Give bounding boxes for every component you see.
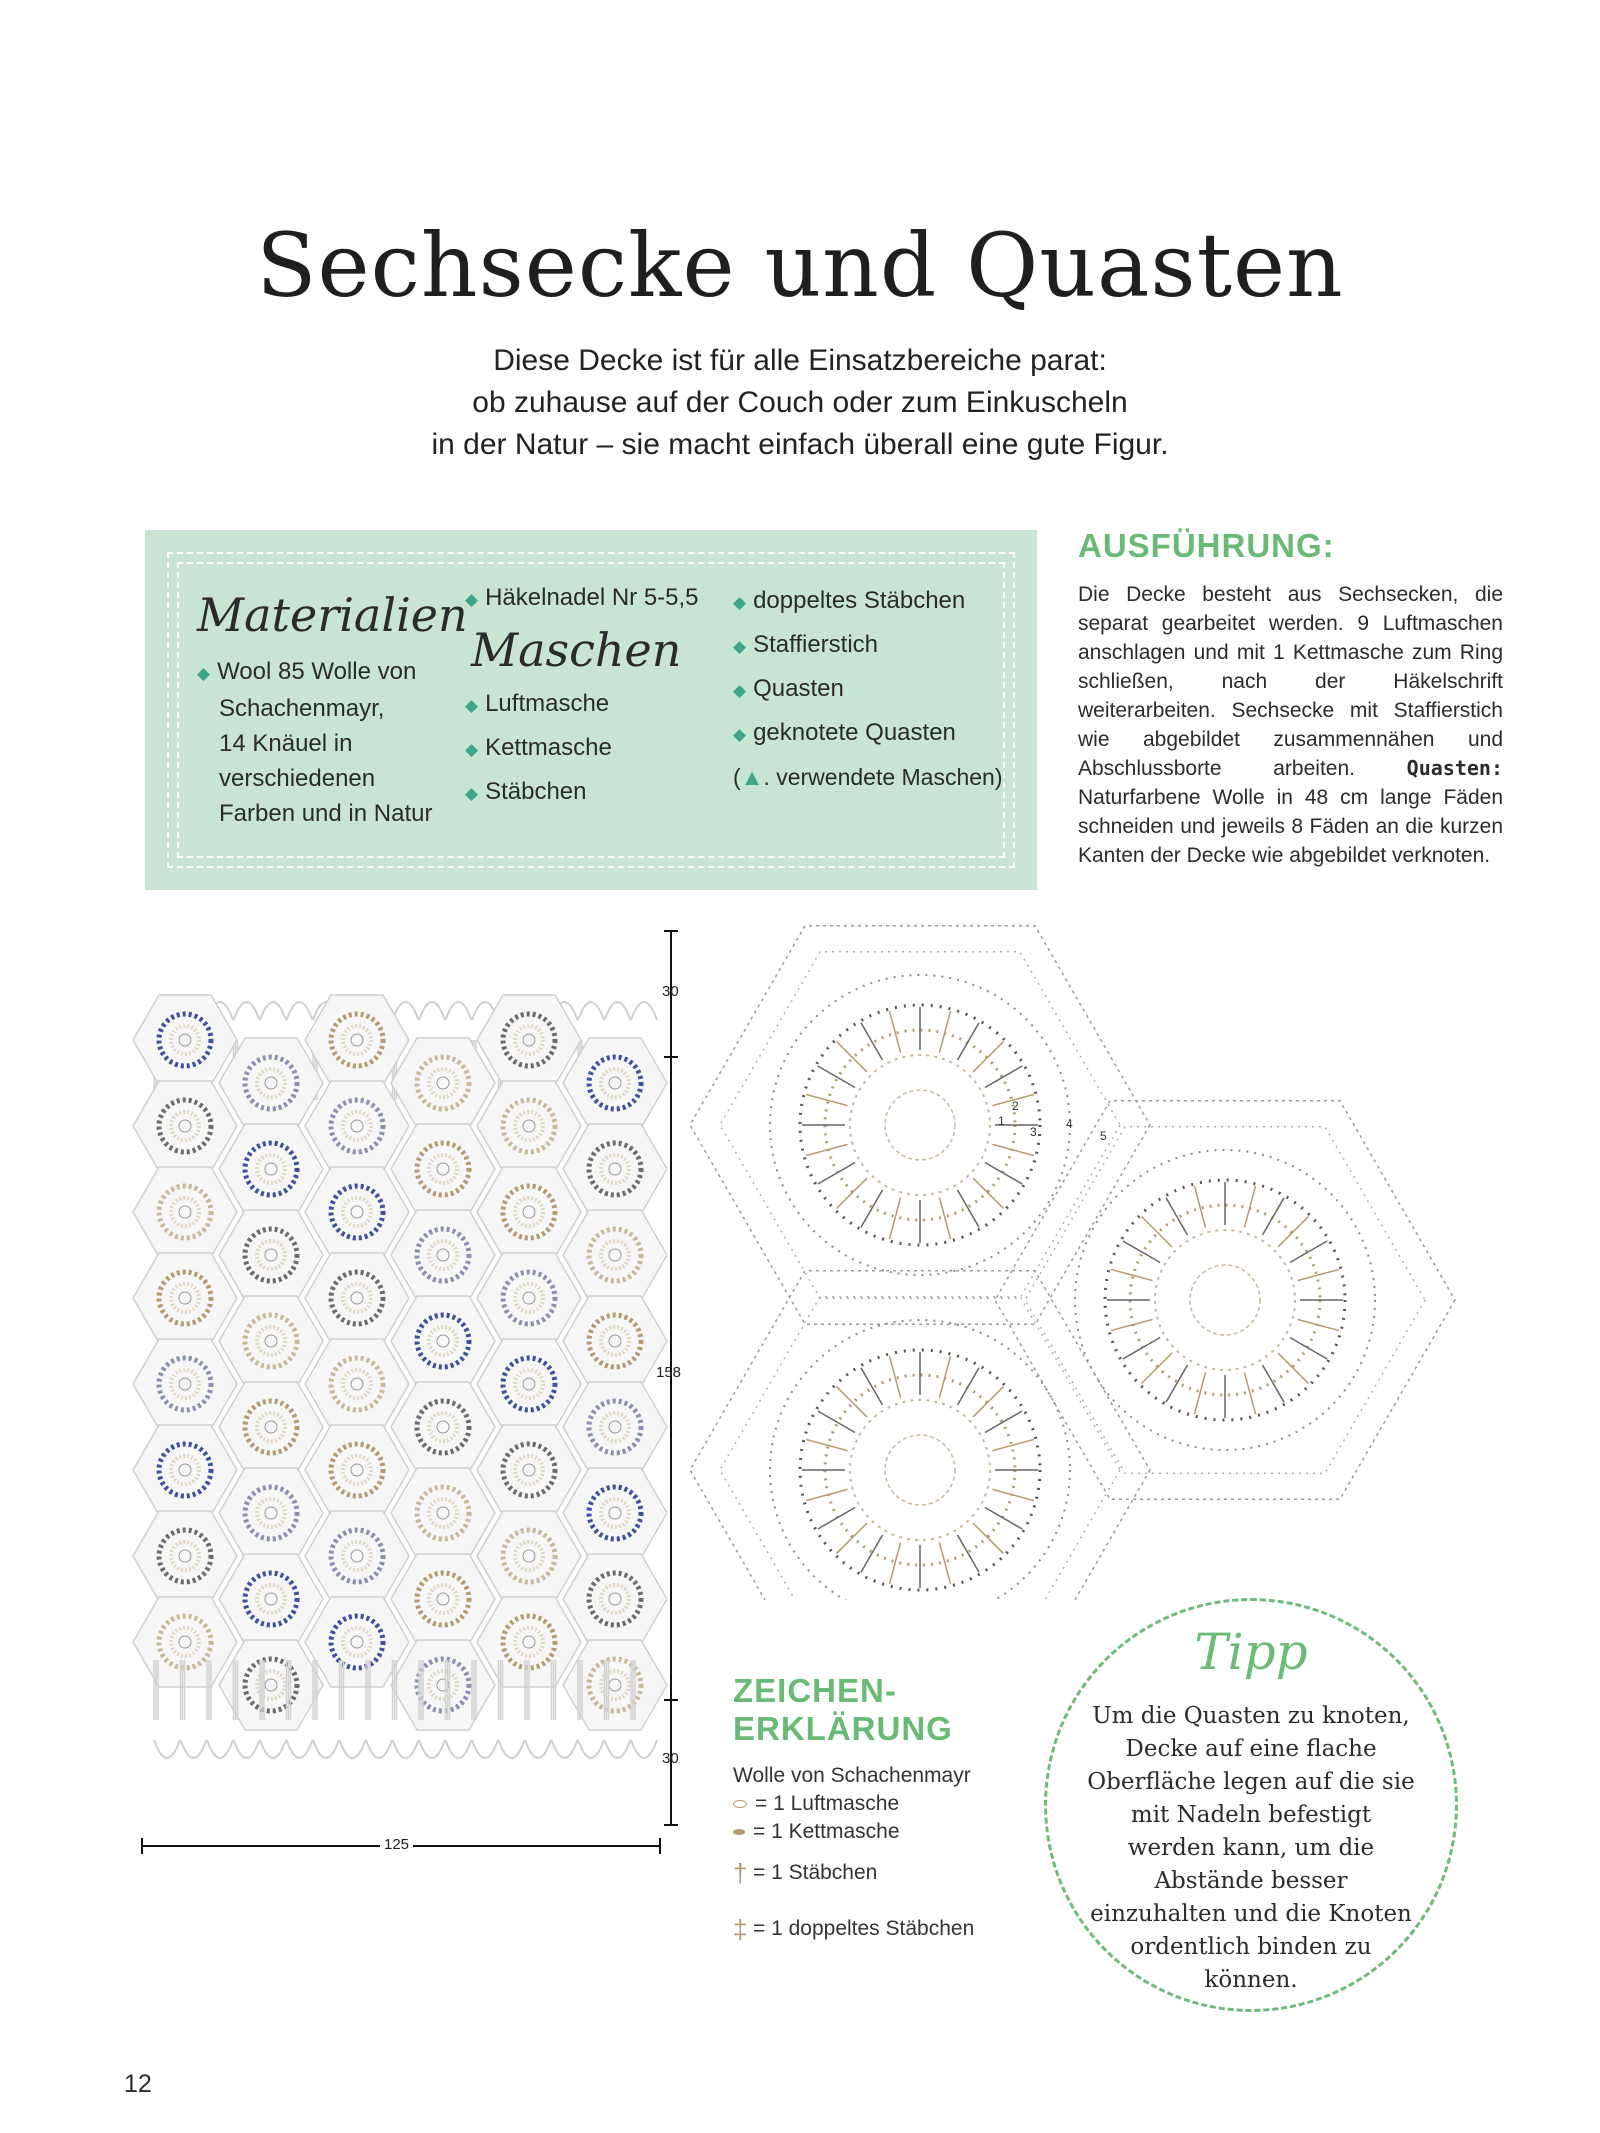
- legend-item: [733, 1914, 974, 1945]
- materials-heading: Materialien: [197, 588, 468, 642]
- stitch-item: [733, 624, 1023, 668]
- hexagon-motif: [305, 1511, 409, 1601]
- hexagon-motif: [477, 1339, 581, 1429]
- stitches-column-2: [733, 580, 1023, 798]
- diamond-bullet-icon: ◆: [733, 637, 747, 656]
- crochet-chart-motifs: [690, 926, 1455, 1600]
- hexagon-motif: [133, 1511, 237, 1601]
- intro-line: ob zuhause auf der Couch oder zum Einkuscheln: [472, 386, 1128, 419]
- round-number: 1: [998, 1114, 1005, 1128]
- hexagon-motif: [391, 1382, 495, 1472]
- hexagon-motif: [133, 1081, 237, 1171]
- hexagon-motif: [305, 1167, 409, 1257]
- double-crochet-icon: †: [733, 1858, 748, 1888]
- intro-line: in der Natur – sie macht einfach überall eine gute Figur.: [431, 428, 1169, 461]
- hexagon-motif: [391, 1296, 495, 1386]
- hexagon-motif: [477, 1425, 581, 1515]
- dimension-label-top: 30: [662, 983, 679, 1000]
- crochet-chart: [690, 900, 1490, 1600]
- diamond-bullet-icon: ◆: [733, 593, 747, 612]
- legend-label: = 1 Luftmasche: [755, 1792, 900, 1815]
- instructions-body-2: Naturfarbene Wolle in 48 cm lange Fäden schneiden und jeweils 8 Fäden an die kurzen Kanten der Decke wie abgebildet verknoten.: [1078, 786, 1503, 867]
- stitch-item: [465, 771, 725, 815]
- crochet-motif: [995, 1101, 1455, 1499]
- hexagon-motif: [391, 1468, 495, 1558]
- hexagon-motif: [219, 1640, 323, 1730]
- legend-label: = 1 Stäbchen: [753, 1861, 878, 1885]
- hexagon-motif: [305, 1597, 409, 1687]
- legend-item: [733, 1820, 900, 1844]
- materials-line: Schachenmayr,: [219, 695, 385, 722]
- slip-stitch-icon: [733, 1829, 745, 1835]
- page-title: Sechsecke und Quasten: [256, 214, 1344, 317]
- hexagon-motif: [477, 1511, 581, 1601]
- hexagon-grid: [133, 995, 667, 1730]
- hexagon-motif: [219, 1124, 323, 1214]
- diamond-bullet-icon: ◆: [465, 696, 479, 715]
- instructions-body: Die Decke besteht aus Sechsecken, die separat gearbeitet werden. 9 Luftmaschen anschlagen und mit 1 Kettmasche zum Ring schließen, nach der Häkelschrift weiterarbeiten. Sechsecke mit Staffierstich wie abgebildet zusammennähen und Abschlussborte arbeiten.: [1078, 583, 1503, 780]
- intro-text: [300, 340, 1300, 466]
- hexagon-motif: [305, 1081, 409, 1171]
- hexagon-motif: [219, 1296, 323, 1386]
- instructions-text: [1078, 580, 1503, 870]
- diamond-bullet-icon: ◆: [465, 740, 479, 759]
- legend-label: = 1 Kettmasche: [753, 1820, 900, 1843]
- legend-label: = 1 doppeltes Stäbchen: [753, 1917, 975, 1941]
- crochet-motif: [690, 1271, 1150, 1600]
- stitch-item: [733, 668, 1023, 712]
- hexagon-motif: [305, 1339, 409, 1429]
- hexagon-motif: [477, 1081, 581, 1171]
- hexagon-motif: [219, 1382, 323, 1472]
- materials-column: [197, 588, 468, 831]
- diamond-bullet-icon: ◆: [733, 725, 747, 744]
- hexagon-motif: [477, 1253, 581, 1343]
- diamond-bullet-icon: ◆: [465, 590, 479, 609]
- page-number: 12: [124, 2070, 152, 2098]
- note-text: . verwendete Maschen): [763, 764, 1003, 790]
- dimension-label-middle: 158: [656, 1364, 682, 1381]
- diamond-bullet-icon: ◆: [733, 681, 747, 700]
- stitch-label: doppeltes Stäbchen: [753, 587, 966, 614]
- hexagon-motif: [391, 1124, 495, 1214]
- hexagon-motif: [219, 1468, 323, 1558]
- hexagon-motif: [133, 1167, 237, 1257]
- intro-line: Diese Decke ist für alle Einsatzbereiche parat:: [493, 344, 1107, 377]
- used-stitches-note: [733, 756, 1023, 798]
- dimension-label-bottom: 30: [662, 1750, 679, 1767]
- hexagon-motif: [305, 1253, 409, 1343]
- hexagon-motif: [219, 1038, 323, 1128]
- legend-item: [733, 1792, 899, 1816]
- hexagon-motif: [563, 1124, 667, 1214]
- stitch-item: [465, 727, 725, 771]
- stitch-label: Staffierstich: [753, 631, 879, 658]
- hexagon-motif: [391, 1554, 495, 1644]
- hexagon-motif: [219, 1210, 323, 1300]
- materials-box: [145, 530, 1037, 890]
- hexagon-motif: [133, 1253, 237, 1343]
- materials-line: Wool 85 Wolle von: [217, 658, 417, 685]
- materials-line: verschiedenen: [219, 765, 376, 792]
- legend-item: [733, 1858, 877, 1889]
- stitch-label: Kettmasche: [485, 734, 612, 761]
- hexagon-motif: [391, 1640, 495, 1730]
- stitches-heading: Maschen: [471, 623, 682, 677]
- legend-heading-line: ZEICHEN-: [733, 1672, 897, 1709]
- diamond-bullet-icon: ◆: [197, 664, 211, 683]
- materials-item: [197, 654, 467, 831]
- needle-stitches-column: [465, 580, 725, 815]
- note-paren: (: [733, 764, 741, 790]
- hexagon-motif: [477, 1167, 581, 1257]
- hexagon-motif: [219, 1554, 323, 1644]
- needle-item: [465, 580, 725, 617]
- stitch-item: [465, 683, 725, 727]
- needle-label: Häkelnadel Nr 5-5,5: [485, 584, 699, 611]
- instructions-bold-label: Quasten:: [1406, 756, 1503, 780]
- instructions-heading: AUSFÜHRUNG:: [1078, 527, 1335, 564]
- round-number: 3: [1030, 1125, 1037, 1139]
- hexagon-motif: [133, 995, 237, 1085]
- tip-text: Um die Quasten zu knoten, Decke auf eine flache Oberfläche legen auf die sie mit Nadeln befestigt werden kann, um die Abstände besser einzuhalten und die Knoten ordentlich binden zu können.: [1087, 1703, 1415, 1993]
- treble-crochet-icon: ‡: [733, 1914, 748, 1944]
- crochet-motif: [690, 926, 1150, 1324]
- diamond-bullet-icon: ◆: [465, 784, 479, 803]
- blanket-diagram: [130, 920, 710, 1870]
- hexagon-motif: [563, 1210, 667, 1300]
- legend-heading-line: ERKLÄRUNG: [733, 1710, 953, 1747]
- stitch-label: geknotete Quasten: [753, 719, 956, 746]
- stitch-item: [733, 712, 1023, 756]
- stitch-list: [465, 683, 725, 815]
- hexagon-motif: [133, 1425, 237, 1515]
- round-numbers: [998, 1099, 1107, 1143]
- stitch-list: [733, 580, 1023, 798]
- hexagon-motif: [391, 1038, 495, 1128]
- legend-yarn: Wolle von Schachenmayr: [733, 1764, 971, 1787]
- hexagon-motif: [391, 1210, 495, 1300]
- materials-line: Farben und in Natur: [219, 800, 433, 827]
- hexagon-motif: [563, 1554, 667, 1644]
- stitch-item: [733, 580, 1023, 624]
- stitch-label: Luftmasche: [485, 690, 610, 717]
- round-number: 5: [1100, 1129, 1107, 1143]
- hexagon-motif: [305, 995, 409, 1085]
- round-number: 4: [1066, 1117, 1073, 1131]
- round-number: 2: [1012, 1099, 1019, 1113]
- dimension-label-width: 125: [380, 1836, 413, 1853]
- materials-line: 14 Knäuel in: [219, 730, 353, 757]
- hexagon-motif: [133, 1339, 237, 1429]
- stitch-label: Quasten: [753, 675, 844, 702]
- tip-title: Tipp: [1194, 1623, 1308, 1681]
- triangle-icon: ▲: [740, 764, 764, 790]
- legend-heading: [733, 1672, 993, 1748]
- hexagon-motif: [563, 1296, 667, 1386]
- hexagon-motif: [305, 1425, 409, 1515]
- hexagon-motif: [563, 1382, 667, 1472]
- stitch-label: Stäbchen: [485, 778, 587, 805]
- hexagon-motif: [563, 1468, 667, 1558]
- chain-stitch-icon: [733, 1800, 747, 1808]
